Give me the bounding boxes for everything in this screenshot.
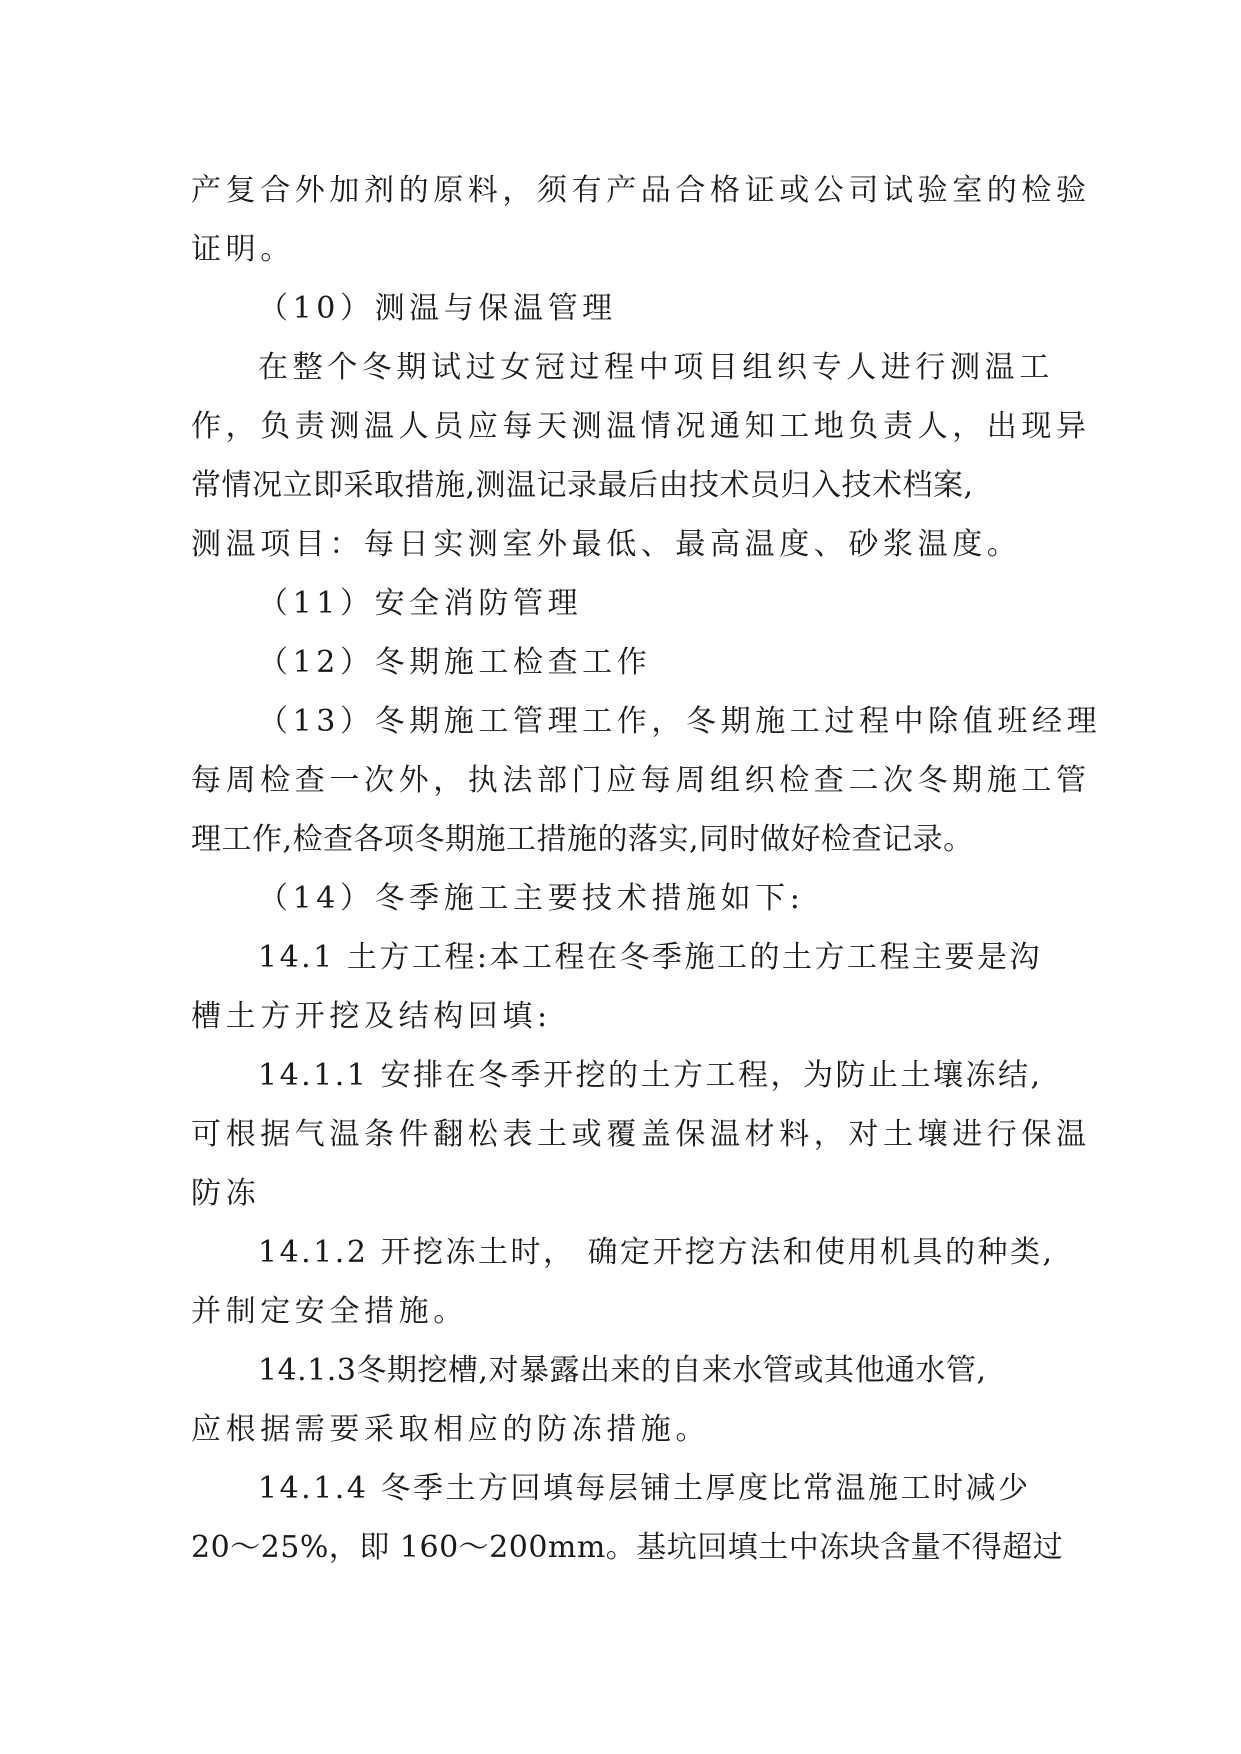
section-heading-13: （13）冬期施工管理工作，冬期施工过程中除值班经理 bbox=[258, 704, 1102, 739]
paragraph-line: 在整个冬期试过女冠过程中项目组织专人进行测温工 bbox=[258, 350, 1054, 385]
paragraph-line: 每周检查一次外，执法部门应每周组织检查二次冬期施工管 bbox=[191, 763, 1091, 798]
paragraph-line: 理工作,检查各项冬期施工措施的落实,同时做好检查记录。 bbox=[191, 822, 974, 857]
section-heading-11: （11）安全消防管理 bbox=[258, 586, 583, 621]
document-body bbox=[191, 161, 1102, 1577]
subsection-14-1-1: 14.1.1 安排在冬季开挖的土方工程，为防止土壤冻结, bbox=[258, 1058, 1043, 1093]
subsection-14-1: 14.1 土方工程:本工程在冬季施工的土方工程主要是沟 bbox=[258, 940, 1042, 975]
section-heading-10: （10）测温与保温管理 bbox=[258, 291, 617, 326]
paragraph-line: 槽土方开挖及结构回填: bbox=[191, 999, 552, 1034]
paragraph-line: 作，负责测温人员应每天测温情况通知工地负责人，出现异 bbox=[191, 409, 1091, 444]
section-heading-12: （12）冬期施工检查工作 bbox=[258, 645, 652, 680]
paragraph-line: 测温项目：每日实测室外最低、最高温度、砂浆温度。 bbox=[191, 527, 1022, 562]
subsection-14-1-2: 14.1.2 开挖冻土时， 确定开挖方法和使用机具的种类, bbox=[258, 1235, 1055, 1270]
paragraph-line: 证明。 bbox=[191, 232, 295, 267]
paragraph-line: 应根据需要采取相应的防冻措施。 bbox=[191, 1412, 710, 1447]
paragraph-line: 20～25%，即 160～200mm。基坑回填土中冻块含量不得超过 bbox=[191, 1530, 1064, 1565]
subsection-14-1-3: 14.1.3冬期挖槽,对暴露出来的自来水管或其他通水管, bbox=[258, 1353, 987, 1388]
paragraph-line: 并制定安全措施。 bbox=[191, 1294, 468, 1329]
section-heading-14: （14）冬季施工主要技术措施如下: bbox=[258, 881, 805, 916]
paragraph-line: 常情况立即采取措施,测温记录最后由技术员归入技术档案, bbox=[191, 468, 974, 503]
paragraph-line: 可根据气温条件翻松表土或覆盖保温材料，对土壤进行保温 bbox=[191, 1117, 1091, 1152]
paragraph-line: 产复合外加剂的原料，须有产品合格证或公司试验室的检验 bbox=[191, 173, 1091, 208]
paragraph-line: 防冻 bbox=[191, 1176, 261, 1211]
subsection-14-1-4: 14.1.4 冬季土方回填每层铺土厚度比常温施工时减少 bbox=[258, 1471, 1031, 1506]
